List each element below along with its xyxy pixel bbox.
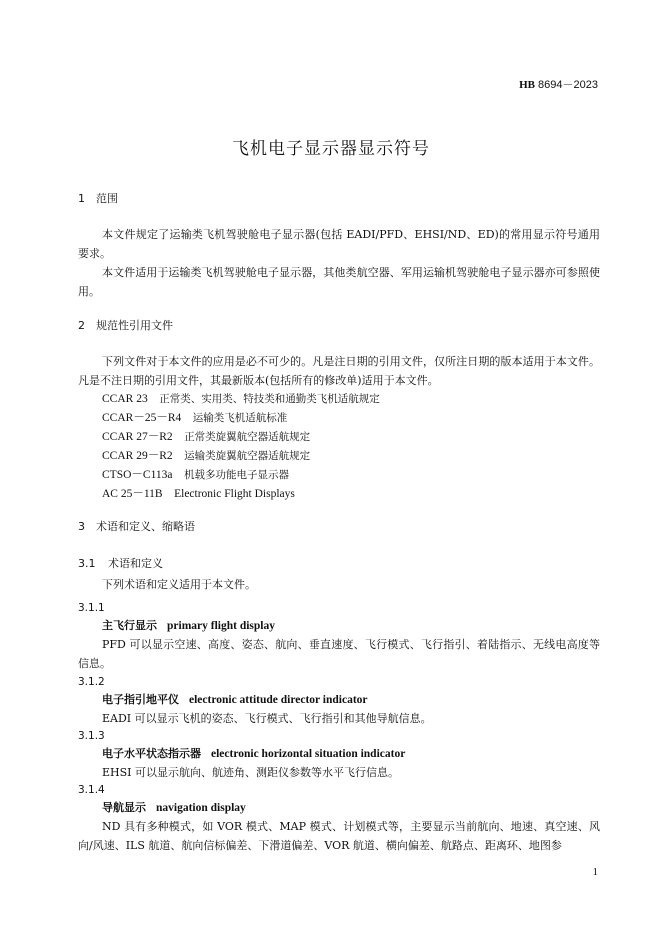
reference-title: Electronic Flight Displays: [174, 488, 295, 500]
term-en: primary flight display: [167, 620, 275, 632]
section-2-body: [78, 352, 600, 504]
reference-item: [78, 409, 600, 428]
term-number: 3.1.3: [78, 730, 105, 742]
section-title: 范围: [96, 192, 118, 205]
reference-item: [78, 485, 600, 504]
paragraph: 本文件适用于运输类飞机驾驶舱电子显示器，其他类航空器、军用运输机驾驶舱电子显示器亦可参照使用。: [78, 266, 600, 298]
reference-title: 正常类、实用类、特技类和通勤类飞机适航规定: [159, 393, 380, 405]
document-title: 飞机电子显示器显示符号: [232, 139, 430, 159]
standard-code: 8694－2023: [538, 79, 598, 91]
reference-item: [78, 466, 600, 485]
reference-code: CCAR 29－R2: [102, 450, 173, 462]
reference-code: AC 25－11B: [102, 488, 163, 500]
section-1-body: [78, 225, 600, 301]
reference-code: CCAR－25－R4: [102, 412, 182, 424]
term-number: 3.1.1: [78, 602, 105, 614]
section-3-1: [78, 555, 600, 594]
term-number: 3.1.2: [78, 676, 105, 688]
term-entry: [78, 727, 600, 782]
paragraph: 下列文件对于本文件的应用是必不可少的。凡是注日期的引用文件，仅所注日期的版本适用于本文件。凡是不注日期的引用文件，其最新版本(包括所有的修改单)适用于本文件。: [78, 355, 600, 387]
section-title: 规范性引用文件: [96, 319, 173, 332]
section-number: 2: [78, 319, 85, 332]
term-number: 3.1.4: [78, 784, 105, 796]
reference-item: [78, 447, 600, 466]
term-name: [78, 691, 600, 709]
term-entry: [78, 673, 600, 728]
term-definition: EHSI 可以显示航向、航迹角、测距仪参数等水平飞行信息。: [102, 766, 399, 779]
reference-title: 运输类飞机适航标准: [192, 412, 288, 424]
section-number: 3: [78, 520, 85, 533]
term-en: navigation display: [156, 802, 246, 814]
term-name: [78, 745, 600, 763]
term-definition: EADI 可以显示飞机的姿态、飞行模式、飞行指引和其他导航信息。: [102, 712, 432, 725]
term-zh: 主飞行显示: [102, 619, 157, 632]
standard-prefix: HB: [519, 79, 535, 91]
term-en: electronic horizontal situation indicator: [211, 748, 406, 760]
term-entry: [78, 781, 600, 855]
term-definition: ND 具有多种模式，如 VOR 模式、MAP 模式、计划模式等，主要显示当前航向、地速、真空速、风向/风速、ILS 航道、航向信标偏差、下滑道偏差、VOR 航道、横向偏差、航路点、距离环、地图参: [78, 820, 600, 852]
paragraph: 本文件规定了运输类飞机驾驶舱电子显示器(包括 EADI/PFD、EHSI/ND、ED)的常用显示符号通用要求。: [78, 228, 600, 260]
term-zh: 电子水平状态指示器: [102, 747, 201, 760]
subsection-title: 术语和定义: [108, 557, 163, 570]
term-definition: PFD 可以显示空速、高度、姿态、航向、垂直速度、飞行模式、飞行指引、着陆指示、无线电高度等信息。: [78, 638, 600, 670]
reference-title: 机载多功能电子显示器: [184, 469, 289, 481]
reference-item: [78, 390, 600, 409]
term-en: electronic attitude director indicator: [189, 694, 368, 706]
reference-code: CCAR 23: [102, 393, 148, 405]
term-zh: 导航显示: [102, 801, 146, 814]
reference-title: 正常类旋翼航空器适航规定: [184, 431, 311, 443]
section-3-heading: [78, 518, 600, 536]
reference-code: CCAR 27－R2: [102, 431, 173, 443]
section-number: 1: [78, 192, 85, 205]
subsection-number: 3.1: [78, 557, 96, 570]
term-entry: [78, 599, 600, 673]
section-2-heading: [78, 317, 600, 335]
term-name: [78, 799, 600, 817]
section-title: 术语和定义、缩略语: [96, 520, 195, 533]
standard-number: [519, 76, 598, 92]
paragraph: 下列术语和定义适用于本文件。: [102, 578, 256, 591]
term-zh: 电子指引地平仪: [102, 693, 179, 706]
page-number: 1: [592, 866, 598, 878]
reference-code: CTSO－C113a: [102, 469, 173, 481]
reference-title: 运输类旋翼航空器适航规定: [184, 450, 311, 462]
reference-item: [78, 428, 600, 447]
term-name: [78, 617, 600, 635]
section-1-heading: [78, 190, 600, 208]
